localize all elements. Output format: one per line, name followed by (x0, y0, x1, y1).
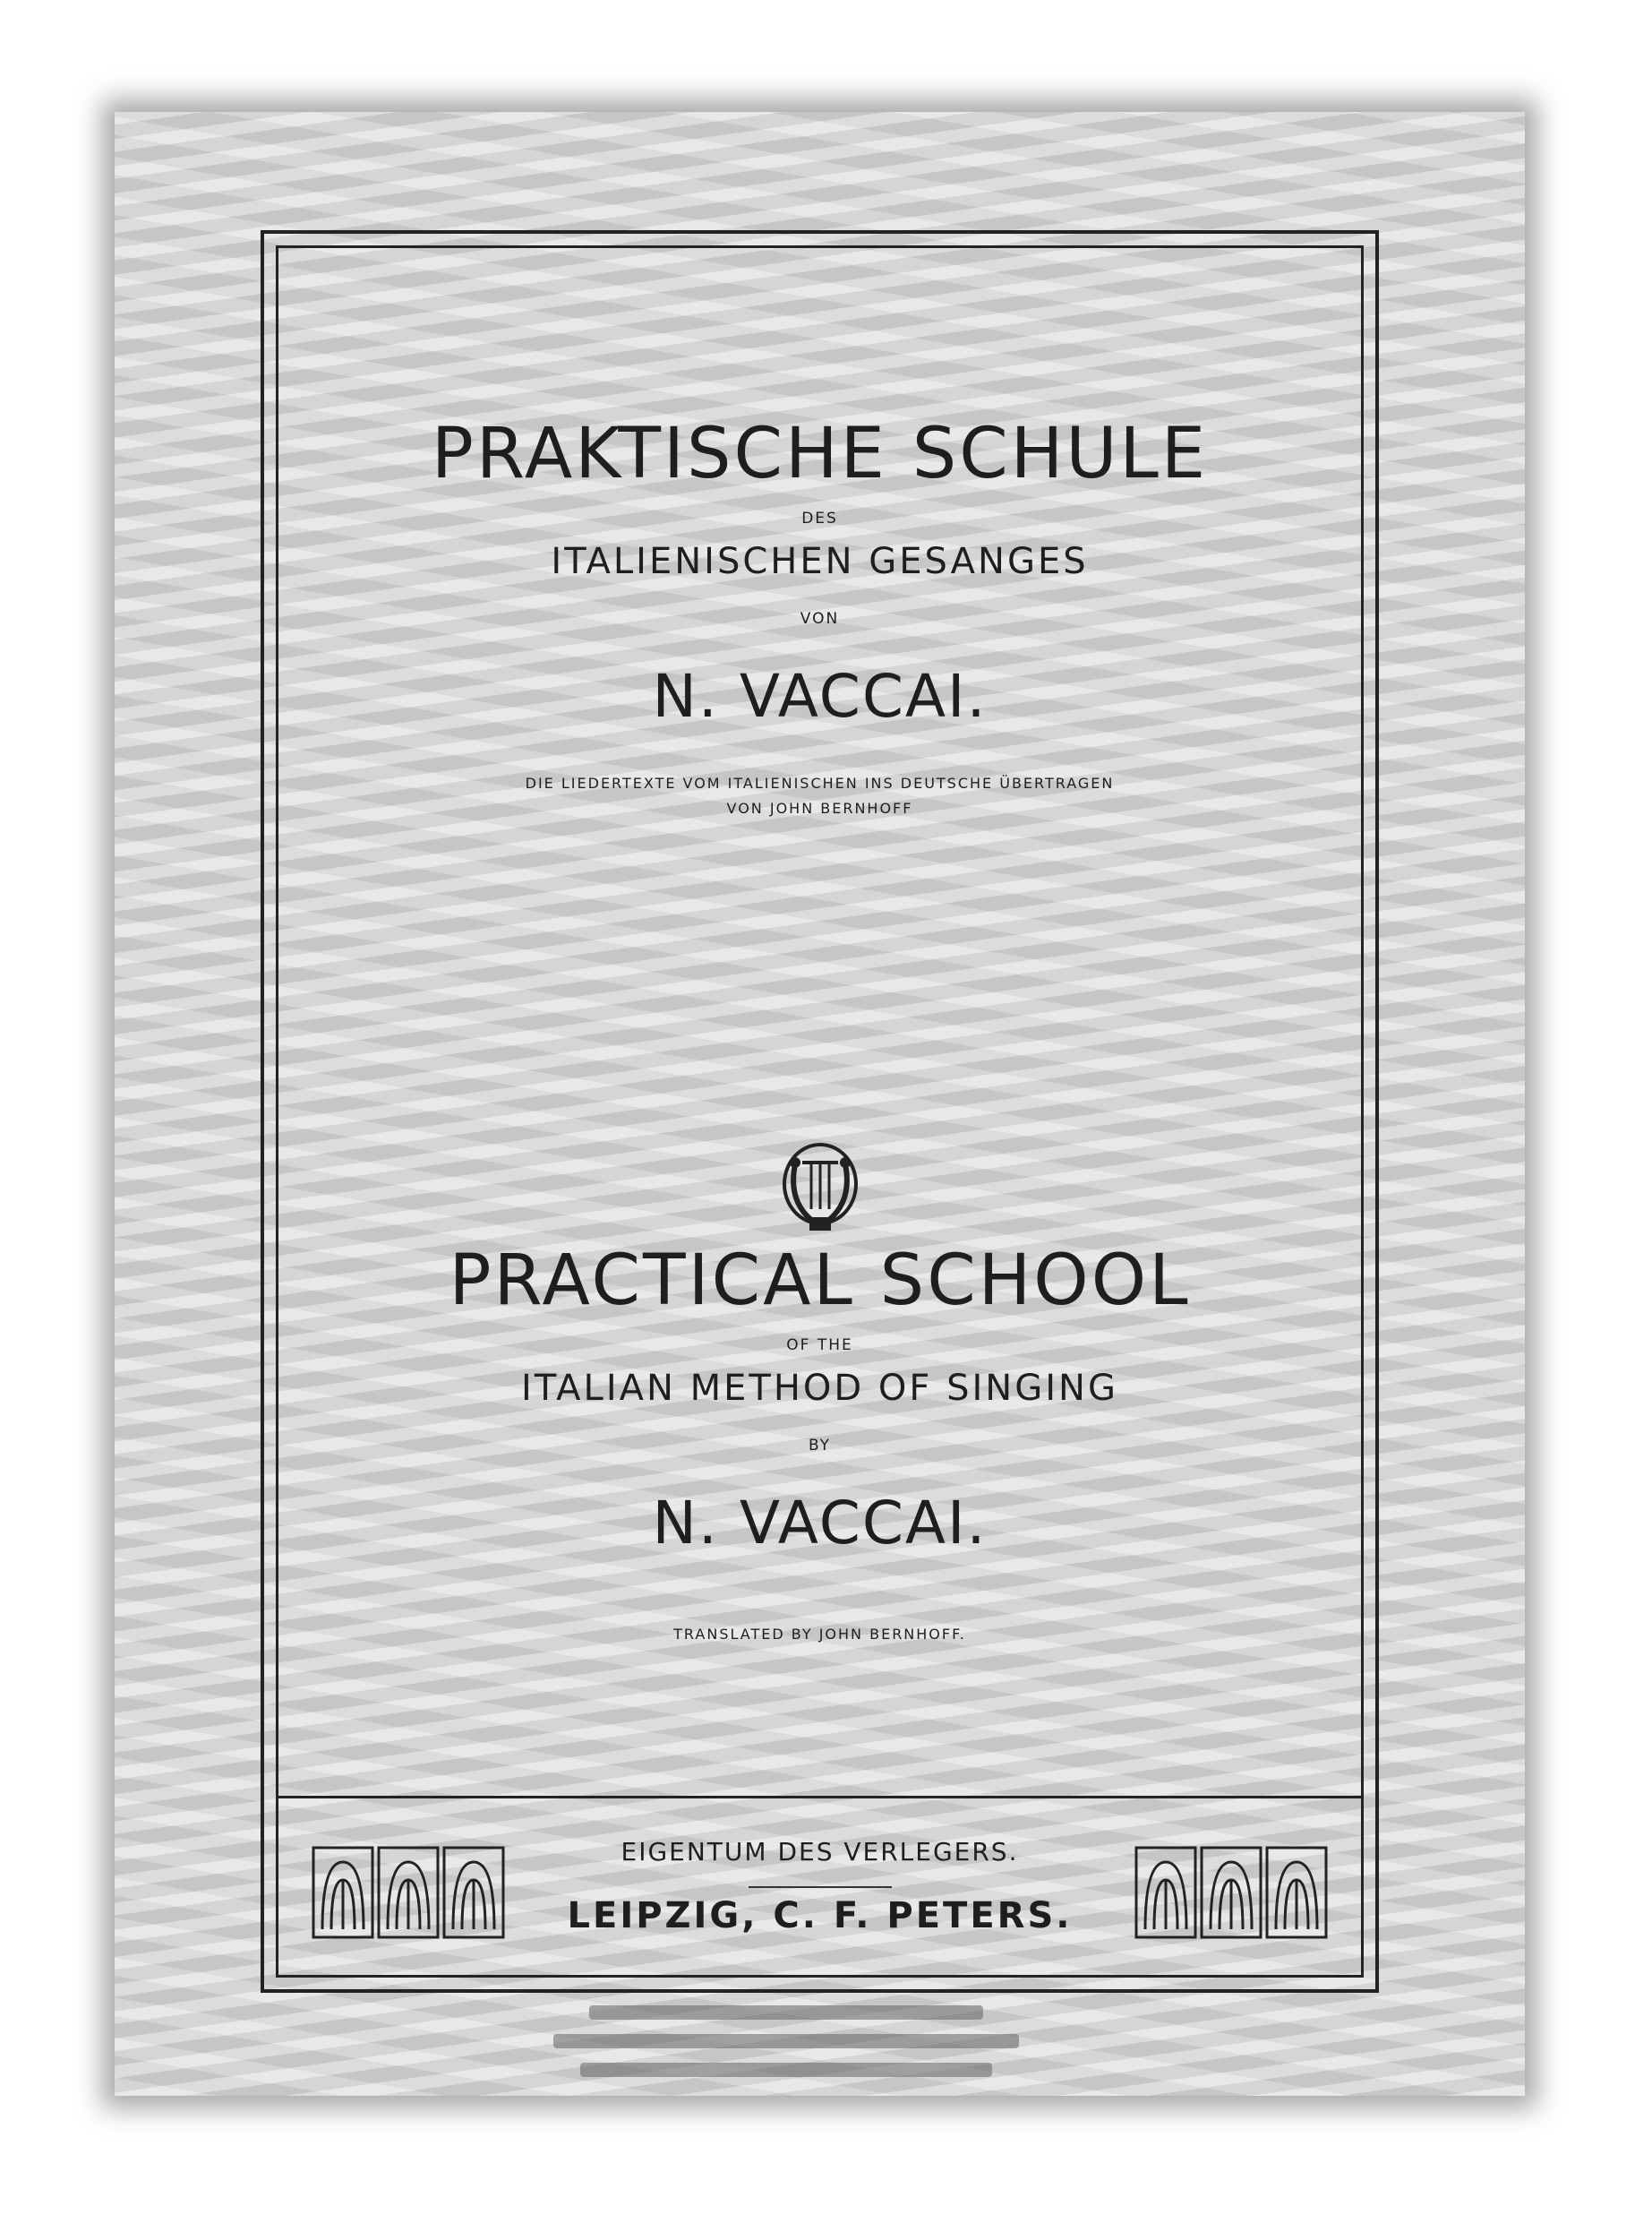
title-page (115, 112, 1525, 2096)
publisher-divider (749, 1886, 892, 1888)
publisher-name: LEIPZIG, C. F. PETERS. (567, 1895, 1073, 1936)
english-translation: TRANSLATED BY JOHN BERNHOFF. (673, 1626, 966, 1643)
publisher-box (278, 1796, 1361, 1975)
english-by: BY (808, 1437, 832, 1455)
english-author: N. VACCAI. (652, 1489, 988, 1558)
german-translation-line1: DIE LIEDERTEXTE VOM ITALIENISCHEN INS DEUTSCHE ÜBERTRAGEN (525, 775, 1115, 792)
german-von: VON (800, 610, 840, 628)
english-subtitle: ITALIAN METHOD OF SINGING (521, 1368, 1118, 1409)
inner-frame (276, 245, 1364, 1978)
library-stamp (518, 2000, 1055, 2094)
german-des: DES (801, 510, 838, 528)
art-nouveau-ornament-icon (1133, 1844, 1330, 1941)
outer-frame (261, 230, 1379, 1993)
german-translation-line2: VON JOHN BERNHOFF (726, 800, 913, 817)
english-of-the: OF THE (786, 1336, 853, 1354)
publisher-rights: EIGENTUM DES VERLEGERS. (621, 1837, 1019, 1867)
german-author: N. VACCAI. (652, 662, 988, 731)
german-title: PRAKTISCHE SCHULE (431, 414, 1209, 494)
lyre-emblem-icon (775, 1137, 865, 1236)
english-title: PRACTICAL SCHOOL (449, 1240, 1191, 1321)
german-subtitle: ITALIENISCHEN GESANGES (551, 541, 1089, 582)
